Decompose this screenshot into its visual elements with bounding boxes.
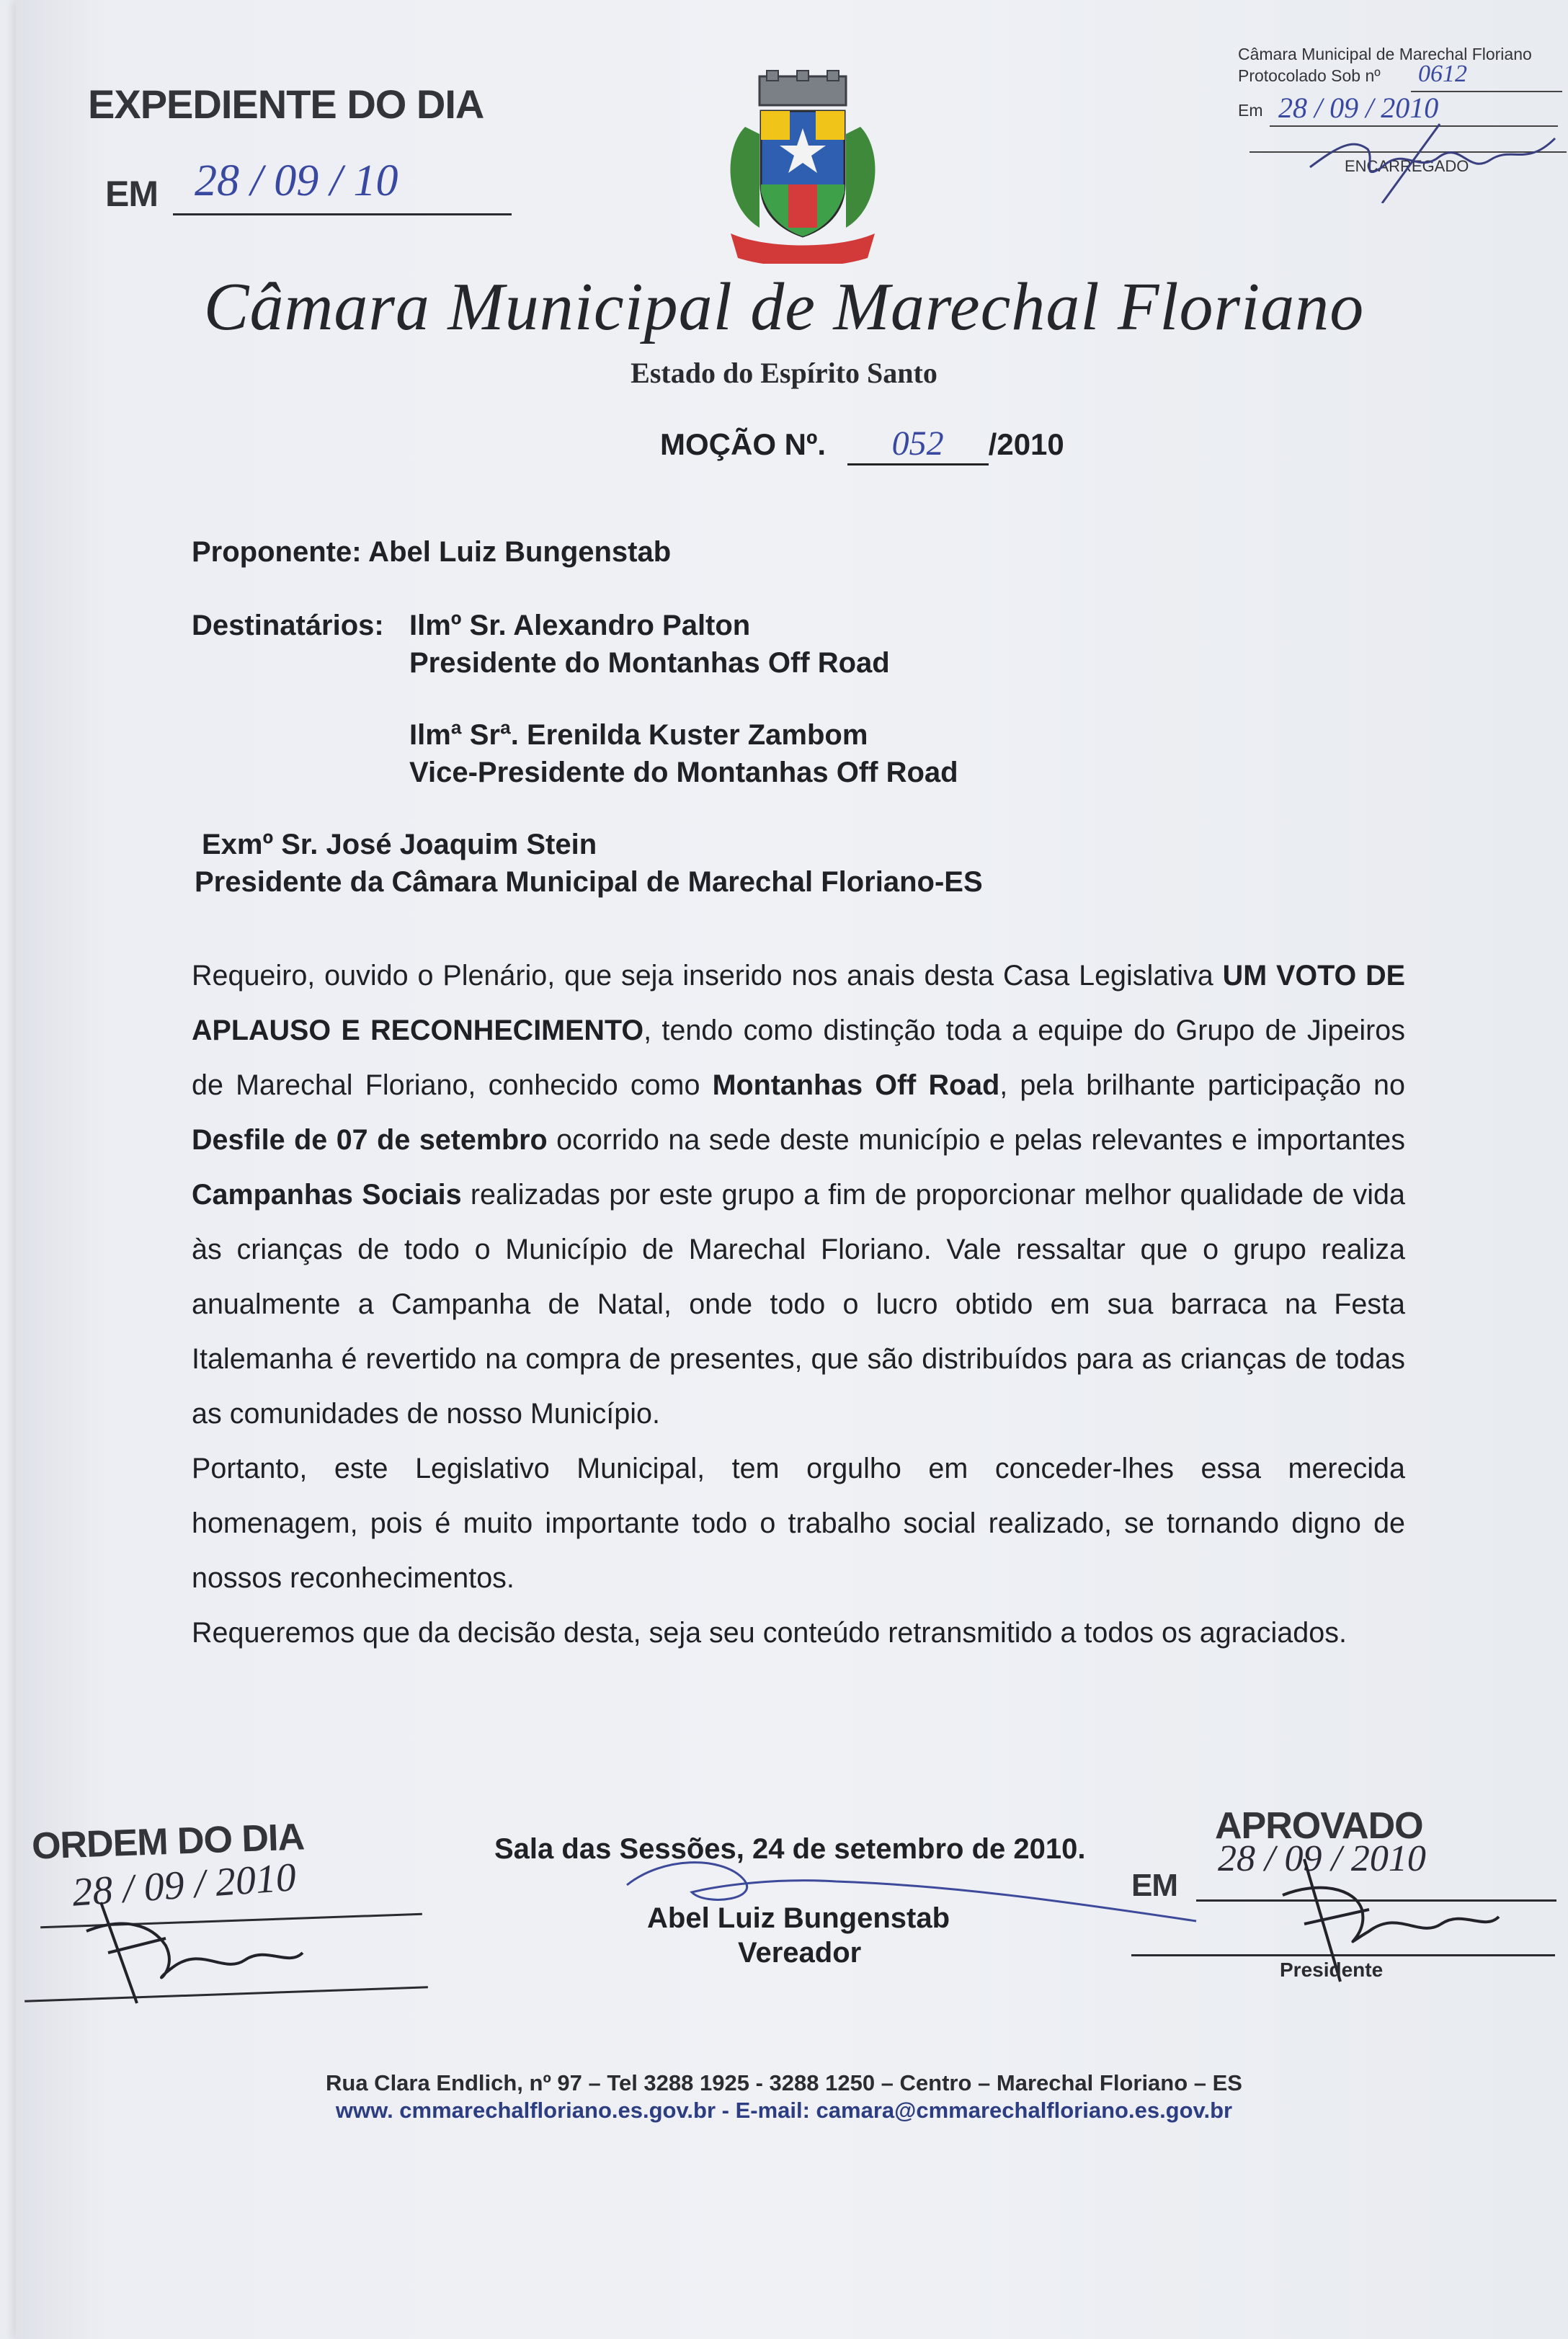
ordem-date: 28 / 09 / 2010 xyxy=(71,1855,298,1915)
signature-place-date: Sala das Sessões, 24 de setembro de 2010. xyxy=(494,1833,1086,1865)
aprovado-presidente-label: Presidente xyxy=(1280,1959,1384,1981)
mocao-year: /2010 xyxy=(988,427,1064,461)
expediente-stamp-title: EXPEDIENTE DO DIA xyxy=(88,81,484,127)
footer-address: Rua Clara Endlich, nº 97 – Tel 3288 1925 - 3288 1250 – Centro – Marechal Floriano – ES xyxy=(326,2070,1242,2095)
mocao-label: MOÇÃO Nº. xyxy=(660,427,826,461)
body-paragraph-1: Requeiro, ouvido o Plenário, que seja inserido nos anais desta Casa Legislativa UM VOTO DE APLAUSO E RECONHECIMENTO, tendo como distinção toda a equipe do Grupo de Jipeiros de Marechal Floriano, conhecido como Montanhas Off Road, pela brilhante participação no Desfile de 07 de setembro ocorrido na sede deste município e pelas relevantes e importantes Campanhas Sociais realizadas por este grupo a fim de proporcionar melhor qualidade de vida às crianças de todo o Município de Marechal Floriano. Vale ressaltar que o grupo realiza anualmente a Campanha de Natal, onde todo o lucro obtido em sua barraca na Festa Italemanha é revertido na compra de presentes, que são distribuídos para as crianças de todas as comunidades de nosso Município. xyxy=(192,960,1405,1430)
body-paragraph-3: Requeremos que da decisão desta, seja seu conteúdo retransmitido a todos os agraciados. xyxy=(192,1617,1347,1649)
footer-email-link[interactable]: camara@cmmarechalfloriano.es.gov.br xyxy=(816,2098,1233,2123)
dest1-role: Presidente do Montanhas Off Road xyxy=(409,647,890,679)
protocol-signature xyxy=(1296,117,1568,203)
coat-of-arms-logo xyxy=(716,69,889,264)
mocao-number-field xyxy=(847,424,989,465)
destinatarios-label: Destinatários: xyxy=(192,610,384,641)
footer-email-separator: - E-mail: xyxy=(716,2098,816,2123)
footer-website-link[interactable]: www. cmmarechalfloriano.es.gov.br xyxy=(335,2098,716,2123)
signature-role: Vereador xyxy=(738,1937,862,1969)
aprovado-em-label: EM xyxy=(1131,1868,1177,1903)
expediente-date-line xyxy=(173,213,512,215)
protocol-encarregado-label: ENCARREGADO xyxy=(1345,157,1469,175)
ordem-stamp-title: ORDEM DO DIA xyxy=(31,1816,305,1868)
dest1-name: Ilmº Sr. Alexandro Palton xyxy=(409,610,751,641)
protocol-line2-label: Protocolado Sob nº xyxy=(1238,66,1381,85)
signature-name: Abel Luiz Bungenstab xyxy=(647,1902,950,1934)
body-text xyxy=(192,948,1405,1660)
aprovado-date: 28 / 09 / 2010 xyxy=(1218,1838,1426,1879)
footer-contact xyxy=(0,2098,1568,2124)
dest2-role: Vice-Presidente do Montanhas Off Road xyxy=(409,757,958,788)
dest3-name: Exmº Sr. José Joaquim Stein xyxy=(202,829,597,860)
dest2-name: Ilmª Srª. Erenilda Kuster Zambom xyxy=(409,719,868,751)
page-subtitle: Estado do Espírito Santo xyxy=(631,357,937,389)
protocol-em-label: Em xyxy=(1238,101,1263,120)
body-paragraph-2: Portanto, este Legislativo Municipal, tem orgulho em conceder-lhes essa merecida homenagem, pois é muito importante todo o trabalho social realizado, se tornando digno de nossos reconhecimentos. xyxy=(192,1453,1405,1594)
expediente-date: 28 / 09 / 10 xyxy=(195,156,398,205)
dest3-role: Presidente da Câmara Municipal de Marechal Floriano-ES xyxy=(195,866,983,898)
page-title: Câmara Municipal de Marechal Floriano xyxy=(203,269,1365,344)
protocol-date: 28 / 09 / 2010 xyxy=(1278,92,1439,124)
proponente: Proponente: Abel Luiz Bungenstab xyxy=(192,536,672,568)
expediente-em-label: EM xyxy=(105,174,158,214)
ordem-signature xyxy=(58,1888,317,2018)
protocol-number: 0612 xyxy=(1418,61,1467,87)
protocol-line1: Câmara Municipal de Marechal Floriano xyxy=(1238,45,1532,63)
mocao-number: 052 xyxy=(891,424,944,463)
protocol-stamp xyxy=(1238,45,1568,203)
aprovado-stamp-title: APROVADO xyxy=(1215,1805,1423,1847)
mocao-line xyxy=(660,424,1064,465)
